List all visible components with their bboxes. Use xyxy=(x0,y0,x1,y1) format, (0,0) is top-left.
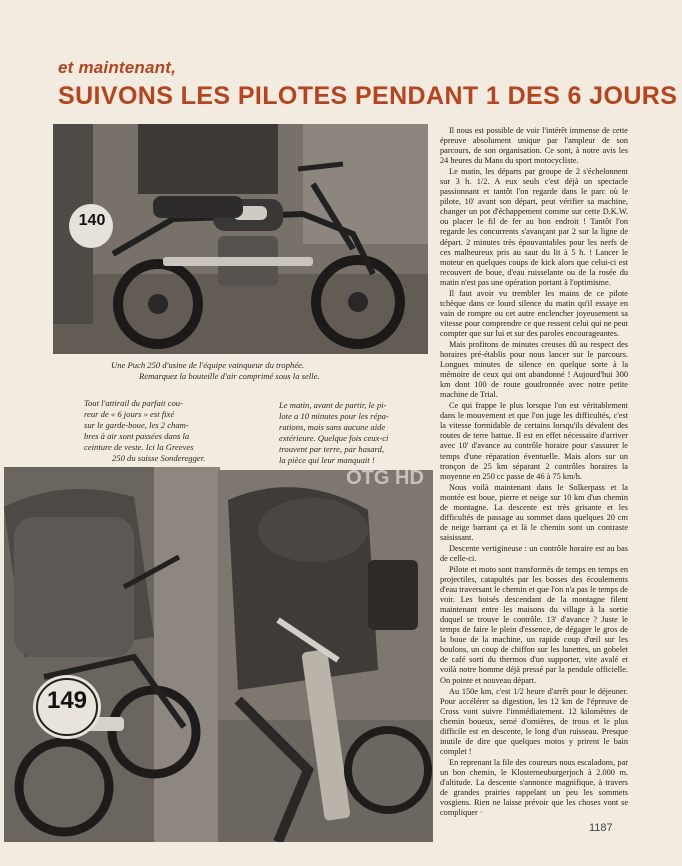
caption-line: ceinture de veste. Ici la Greeves xyxy=(84,442,194,452)
caption-line: bres à air sont passées dans la xyxy=(84,431,190,441)
caption-line: lote a 10 minutes pour les répa- xyxy=(279,411,389,421)
caption-line: trouvent par terre, par hasard, xyxy=(279,444,385,454)
photo-greeves-rider xyxy=(4,467,220,842)
page-number: 1187 xyxy=(589,822,613,834)
article-paragraph: Descente vertigineuse : un contrôle horaire est au bas de celle-ci. xyxy=(440,543,628,563)
caption-line: Une Puch 250 d'usine de l'équipe vainqueur du trophée. xyxy=(111,360,305,370)
article-headline: SUIVONS LES PILOTES PENDANT 1 DES 6 JOURS xyxy=(58,82,678,110)
caption-line: extérieure. Quelque fois ceux-ci xyxy=(279,433,389,443)
article-paragraph: Le matin, les départs par groupe de 2 s'échelonnent sur 3 h. 1/2. A eux seuls c'est déjà un spectacle passionnant et tantôt l'on regarde dans le parc où le pilote, 10' avant son départ, peut vérifier sa machine, changer un pot d'échappement comme sur cette D.K.W. ou placer le fil de fer au bon endroit ! Tantôt l'on regarde les concurrents s'avançant par 2 sur la ligne de départ. 2 minutes très épouvantables pour les nerfs de ces malheureux pris au saut du lit à 5 h. ! Lancer le moteur en quelques coups de kick alors que celui-ci est recouvert de boue, d'eau ruisselante ou de la rosée du matin n'est pas une opération portant à l'optimisme. xyxy=(440,167,628,287)
photo-puch-motorcycle xyxy=(53,124,428,354)
caption-line: Tout l'attirail du parfait cou- xyxy=(84,398,183,408)
article-paragraph: Au 150e km, c'est 1/2 heure d'arrêt pour le déjeuner. Pour accélérer sa digestion, les 12 km de l'épreuve de Cross vont suivre l'immédiatement. 12 kilomètres de chemin boueux, semé d'ornières, de trous et le plus difficile est en descente, le long d'un ruisseau. Presque inutile de dire que quelques motos y prirent le bain complet ! xyxy=(440,686,628,756)
watermark: OTG HD xyxy=(346,467,424,489)
article-paragraph: Mais profitons de minutes creuses dû au respect des horaires pré-établis pour nous lancer sur le parcours. Longues minutes de silence en quelque sorte à la mémoire de ceux qui ont abandonné ! Aujourd'hui 300 km dont 100 de route goudronnée avec notre petite machine de Trial. xyxy=(440,339,628,400)
article-paragraph: En reprenant la file des coureurs nous escaladons, par un bon chemin, le Klosterneuburgerjoch à 2.000 m. d'altitude. La descente s'annonce magnifique, à travers de grandes prairies rappelant un peu les sommets vosgiens. Rien ne laisse prévoir que les choses vont se compliquer · xyxy=(440,757,628,818)
caption-line: sur le garde-boue, les 2 cham- xyxy=(84,420,189,430)
caption-line: reur de « 6 jours » est fixé xyxy=(84,409,175,419)
article-kicker: et maintenant, xyxy=(58,58,177,77)
race-number-plate-140: 140 xyxy=(78,212,106,229)
caption-line: 250 du suisse Sonderegger. xyxy=(112,453,206,463)
article-paragraph: Il nous est possible de voir l'intérêt immense de cette épreuve absolument unique par l'ampleur de son parcours, de son organisation. Ce sont, à notre avis les 24 heures du Mans du sport motocycliste. xyxy=(440,126,628,166)
article-body xyxy=(440,126,628,819)
article-paragraph: Pilote et moto sont transformés de temps en temps en projectiles, catapultés par les bosses des écoulements d'eau traversant le chemin et que l'on n'a pas le temps de voir. Les boisés descendant de la montagne filent maintenant entre les maisons du village à la sortie duquel se trouve le contrôle. 13' d'avance ? Juste le temps de faire le plein d'essence, de dégager le gros de la boue de la machine, un rapide coup d'œil sur les boulons, un coup de chiffon sur les lunettes, un gobelet de café sorti du thermos d'un supporter, vite avalé et voilà notre homme déjà pressé par la pendule officielle. On pointe et nouveau départ. xyxy=(440,565,628,685)
article-paragraph: Il faut avoir vu trembler les mains de ce pilote tchèque dans ce lourd silence du matin qu'il essaye en vain de rompre ou cet autre enclencher joyeusement sa vitesse pour comprendre ce que ressent celui qui ne peut compter que sur lui et sur des paroles encourageantes. xyxy=(440,288,628,338)
caption-top-photo xyxy=(111,360,421,382)
race-number-plate-149: 149 xyxy=(46,687,88,714)
caption-right-photo xyxy=(279,400,429,466)
article-paragraph: Nous voilà maintenant dans le Solkerpass et la montée est boue, pierre et neige sur 10 km d'un chemin de montagne. La descente est très grisante et les difficultés de passage au sommet dans quelques 20 cm de neige barrant ça et là le chemin sont un contraste saisissant. xyxy=(440,482,628,542)
caption-line: la pièce qui leur manquait ! xyxy=(279,455,375,465)
caption-left-photo xyxy=(84,398,244,464)
caption-line: Le matin, avant de partir, le pi- xyxy=(279,400,387,410)
article-paragraph: Ce qui frappe le plus lorsque l'on est véritablement dans le mouvement et que l'on juge les difficultés, c'est la vitesse formidable de certains lorsqu'ils dévalent des routes de terre battue. Il est en effet nécessaire d'arriver avec 10' d'avance au contrôle horaire pour s'assurer le temps d'une réparation éventuelle. Mais alors sur un tronçon de 25 km séparant 2 contrôles horaires la moyenne en 250 cc passe de 46 à 75 km/h. xyxy=(440,401,628,481)
caption-line: Remarquez la bouteille d'air comprimé sous la selle. xyxy=(139,371,320,381)
caption-line: rations, mais sans aucune aide xyxy=(279,422,386,432)
